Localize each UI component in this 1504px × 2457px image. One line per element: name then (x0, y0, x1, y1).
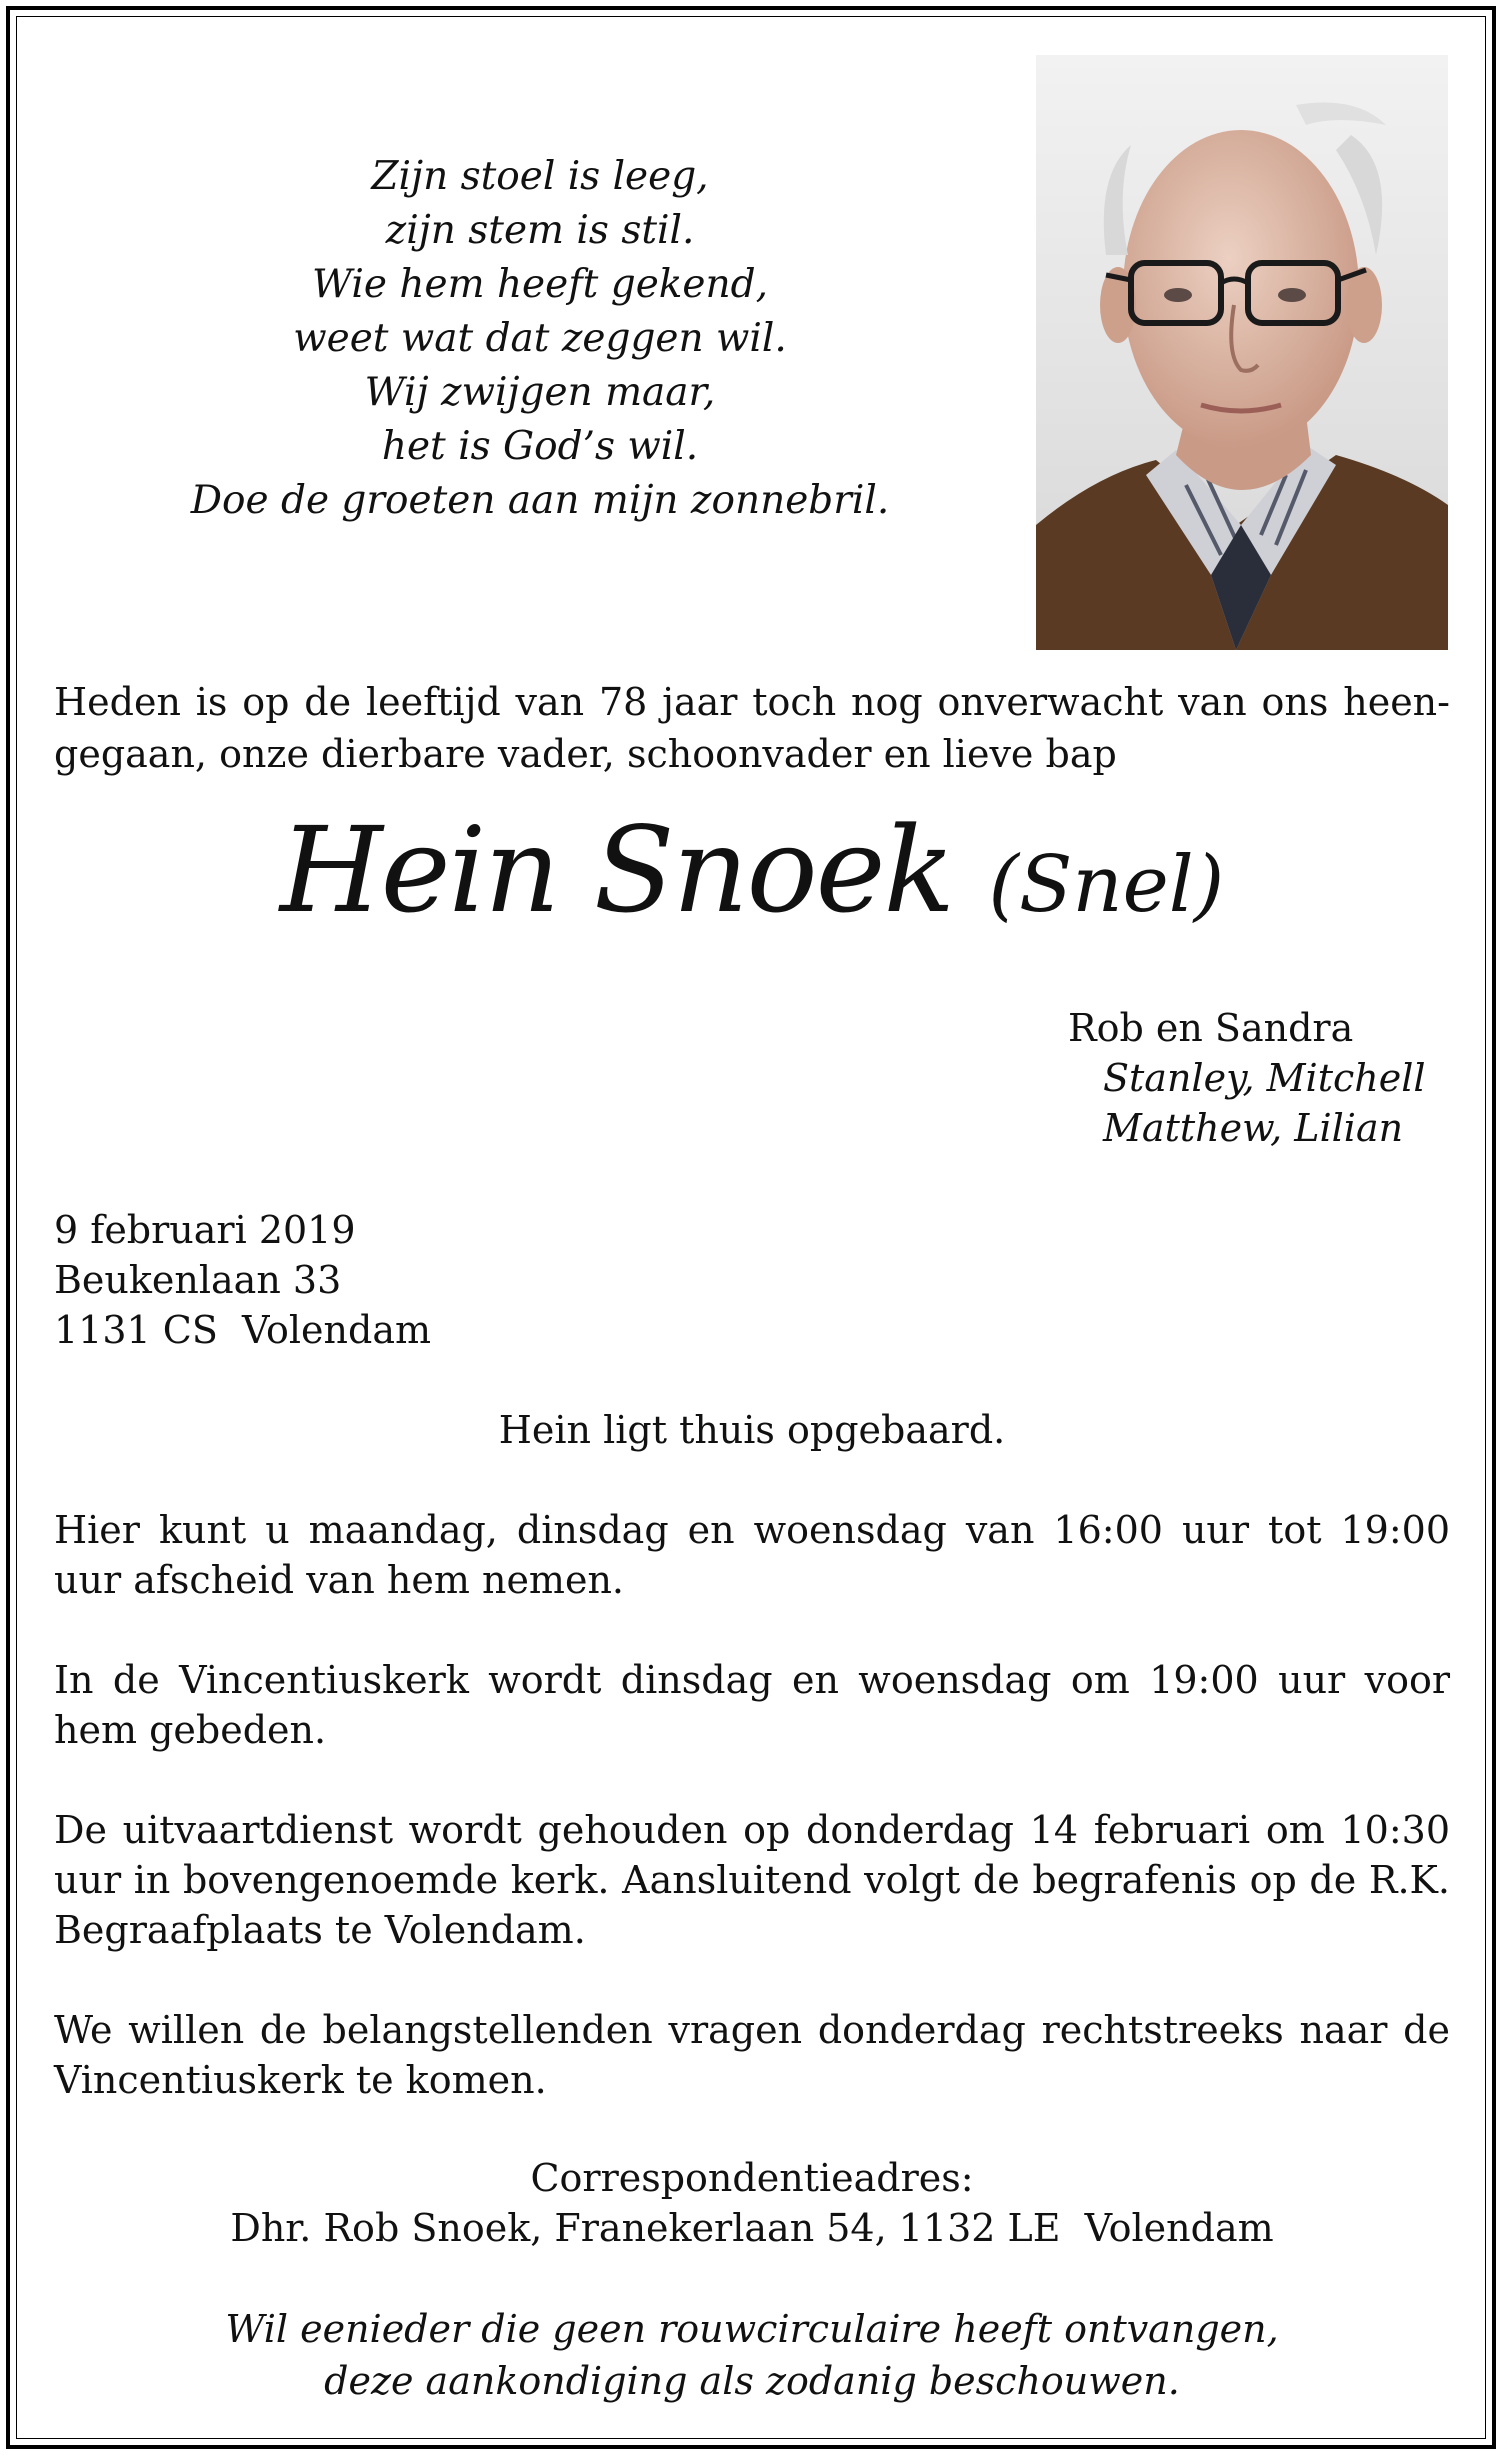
notice-date: 9 februari 2019 (54, 1208, 356, 1252)
poem-line: Wij zwijgen maar, (364, 370, 716, 415)
intro-text: Heden is op de leeftijd van 78 jaar toch nog onverwacht van ons heen-gegaan, onze dierbare vader, schoonvader en lieve bap (54, 680, 1450, 776)
portrait-photo (1036, 55, 1448, 650)
funeral-service-paragraph: De uitvaartdienst wordt gehouden op donderdag 14 februari om 10:30 uur in bovengenoemde kerk. Aansluitend volgt de begrafenis op de R.K. Begraafplaats te Volendam. (54, 1808, 1450, 1952)
poem-line: Wie hem heeft gekend, (312, 262, 768, 307)
prayer-paragraph: In de Vincentiuskerk wordt dinsdag en woensdag om 19:00 uur voor hem gebeden. (54, 1658, 1450, 1752)
children-names: Stanley, Mitchell (1103, 1056, 1426, 1100)
poem-line: zijn stem is stil. (385, 208, 695, 253)
closing-line: Wil eenieder die geen rouwcirculaire heeft ontvangen, (225, 2307, 1279, 2351)
poem-line: weet wat dat zeggen wil. (293, 316, 787, 361)
request-paragraph: We willen de belangstellenden vragen donderdag rechtstreeks naar de Vincentiuskerk te komen. (54, 2008, 1450, 2102)
poem (140, 150, 940, 528)
name-text: Hein Snoek (279, 801, 954, 939)
portrait-illustration (1036, 55, 1448, 650)
correspondence-heading: Correspondentieadres: (530, 2156, 974, 2200)
home-address (54, 1205, 431, 1355)
family-names (1068, 1003, 1426, 1153)
poem-line: het is God’s wil. (381, 424, 699, 469)
correspondence-address (0, 2153, 1504, 2253)
poem-line: Zijn stoel is leeg, (371, 154, 709, 199)
correspondence-text: Dhr. Rob Snoek, Franekerlaan 54, 1132 LE Volendam (230, 2206, 1274, 2250)
children-names: Matthew, Lilian (1103, 1106, 1404, 1150)
street-address: Beukenlaan 33 (54, 1258, 342, 1302)
nickname-text: (Snel) (988, 840, 1225, 930)
visiting-hours-paragraph: Hier kunt u maandag, dinsdag en woensdag van 16:00 uur tot 19:00 uur afscheid van hem nemen. (54, 1508, 1450, 1602)
laid-out-notice: Hein ligt thuis opgebaard. (498, 1408, 1006, 1452)
closing-note (0, 2303, 1504, 2407)
parents-names: Rob en Sandra (1068, 1006, 1354, 1050)
city-address: 1131 CS Volendam (54, 1308, 432, 1352)
closing-line: deze aankondiging als zodanig beschouwen. (324, 2359, 1180, 2403)
deceased-name (0, 800, 1504, 955)
poem-line: Doe de groeten aan mijn zonnebril. (190, 478, 890, 523)
